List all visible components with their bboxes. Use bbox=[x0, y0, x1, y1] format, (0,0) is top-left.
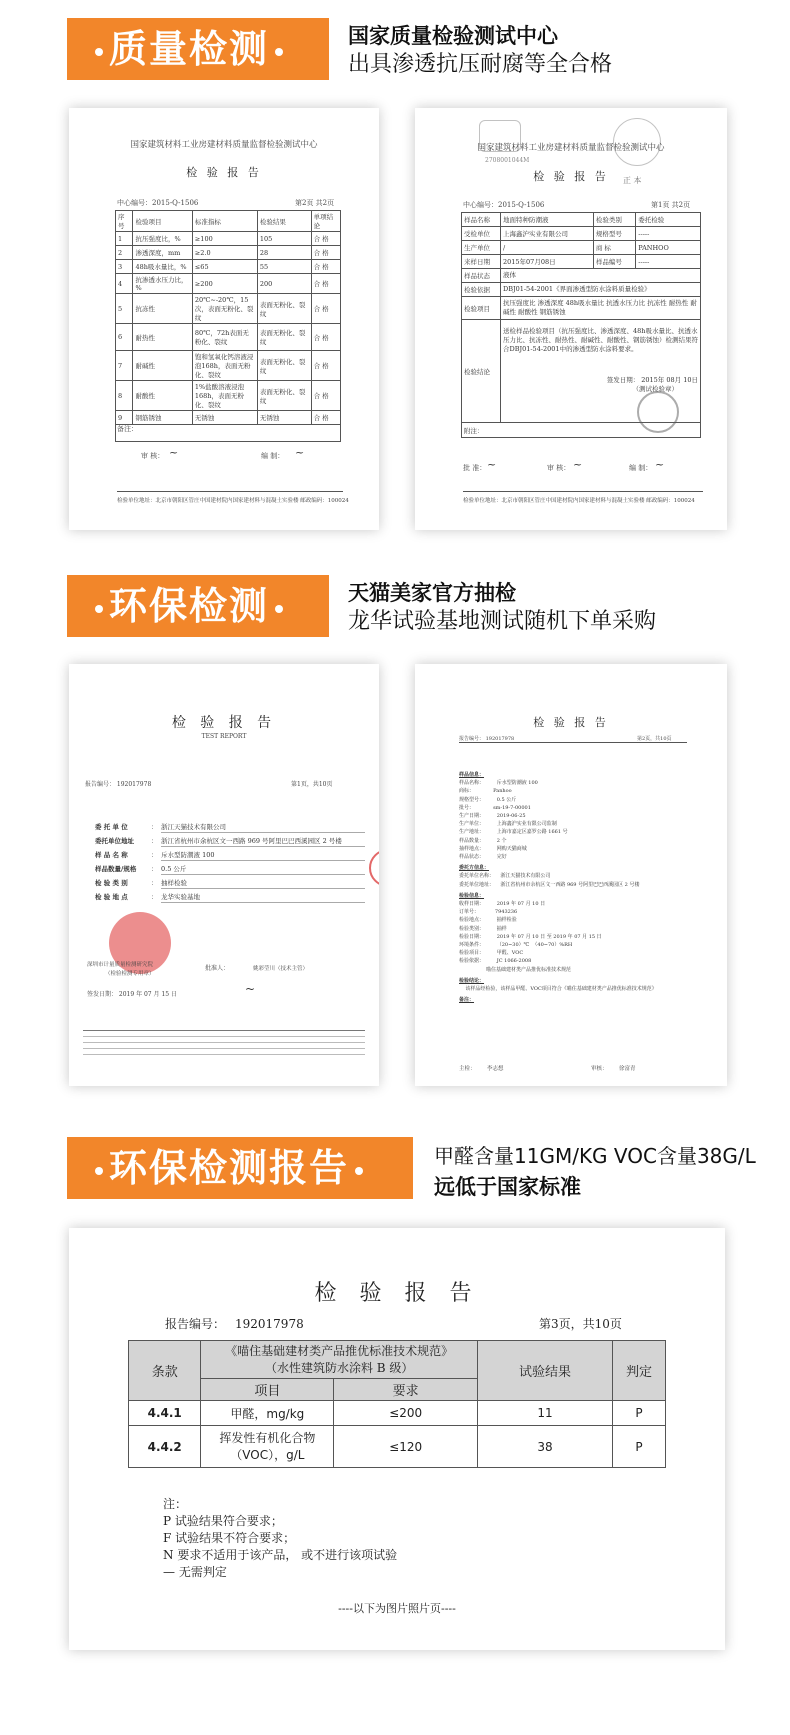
table-cell: 抗压强度比，% bbox=[133, 232, 192, 246]
note-line: F 试验结果不符合要求； bbox=[163, 1531, 296, 1545]
table-cell: ≥100 bbox=[192, 232, 257, 246]
judge-header: 判定 bbox=[613, 1341, 666, 1401]
table-cell: 上海鑫沪实业有限公司 bbox=[501, 227, 594, 241]
item-header: 项目 bbox=[201, 1379, 334, 1401]
table-cell: ≤65 bbox=[192, 260, 257, 274]
report-subtitle: TEST REPORT bbox=[201, 733, 247, 740]
dot-icon bbox=[355, 1167, 363, 1175]
table-cell: 附注： bbox=[462, 423, 701, 438]
dot-icon bbox=[95, 605, 103, 613]
field-row bbox=[95, 864, 365, 875]
table-cell: 8 bbox=[116, 381, 133, 411]
detail-line: 规格型号： 0.5 公斤 bbox=[459, 796, 517, 803]
table-row bbox=[116, 274, 341, 294]
section-report-header bbox=[0, 1137, 790, 1207]
requirement-header: 要求 bbox=[334, 1379, 478, 1401]
table-row bbox=[116, 246, 341, 260]
field-label: 样品数量/规格 bbox=[95, 865, 137, 873]
section-caption bbox=[434, 1141, 756, 1203]
field-value: 斥水型防潮液 100 bbox=[161, 850, 365, 861]
field-colon: ： bbox=[151, 837, 158, 845]
report-number: 192017978 bbox=[235, 1317, 304, 1331]
seal-label: （测试检验章） bbox=[632, 385, 678, 393]
field-row bbox=[95, 878, 365, 889]
divider bbox=[117, 491, 343, 492]
review-label: 审 核： bbox=[141, 452, 165, 460]
report-title: 检 验 报 告 bbox=[533, 716, 609, 729]
certificate-code: 2708001044M bbox=[485, 157, 530, 164]
table-cell: 商 标 bbox=[593, 241, 635, 255]
divider bbox=[459, 742, 687, 743]
detail-line: 委托方信息： bbox=[459, 865, 490, 872]
result-table bbox=[115, 210, 341, 442]
center-number: 中心编号：2015-Q-1506 bbox=[463, 201, 545, 209]
table-row bbox=[462, 283, 701, 297]
field-label: 检 验 类 别 bbox=[95, 879, 128, 887]
table-cell: 28 bbox=[257, 246, 311, 260]
clause-cell: 4.4.2 bbox=[129, 1426, 201, 1468]
detail-line: 样品信息： bbox=[459, 772, 485, 778]
badge-label: 环保检测 bbox=[109, 584, 270, 628]
remark-row bbox=[116, 425, 341, 442]
field-label: 委 托 单 位 bbox=[95, 823, 128, 831]
note-line: P 试验结果符合要求； bbox=[163, 1514, 283, 1528]
environment-report-page-2 bbox=[415, 664, 727, 1086]
detail-line: 检验地点： 抽样检验 bbox=[459, 917, 517, 924]
table-cell: 耐碱性 bbox=[133, 351, 192, 381]
table-cell: 无锈蚀 bbox=[192, 411, 257, 425]
approve-label: 批 准： bbox=[463, 464, 487, 472]
page-number: 第3页，共10页 bbox=[539, 1317, 622, 1331]
field-value: 0.5 公斤 bbox=[161, 864, 365, 875]
report-org: 国家建筑材料工业房建材料质量监督检验测试中心 bbox=[477, 143, 665, 153]
table-cell: 合 格 bbox=[311, 381, 340, 411]
table-cell: 钢筋锈蚀 bbox=[133, 411, 192, 425]
voc-test-report-page-3 bbox=[69, 1228, 725, 1650]
table-row bbox=[116, 260, 341, 274]
report-number-label: 报告编号： bbox=[165, 1317, 226, 1331]
table-cell: 5 bbox=[116, 294, 133, 324]
table-row bbox=[116, 294, 341, 324]
table-cell: 单项结论 bbox=[311, 211, 340, 232]
detail-line: 检验信息： bbox=[459, 892, 485, 899]
dot-icon bbox=[95, 1167, 103, 1175]
table-cell: 抗冻性 bbox=[133, 294, 192, 324]
detail-line: 样品状态： 完好 bbox=[459, 854, 507, 861]
report-number: 报告编号： 192017978 bbox=[85, 781, 152, 788]
table-cell: 合 格 bbox=[311, 274, 340, 294]
table-cell: 4 bbox=[116, 274, 133, 294]
detail-line: 委托单位地址： 浙江省杭州市余杭区文一西路 969 号阿里巴巴西溪园区 2 号楼 bbox=[459, 881, 640, 888]
remark-cell bbox=[116, 425, 341, 442]
field-row bbox=[95, 822, 365, 833]
contact-footer bbox=[83, 1036, 365, 1060]
section-caption bbox=[348, 579, 656, 637]
table-cell: 200 bbox=[257, 274, 311, 294]
section-caption bbox=[348, 22, 612, 80]
result-cell: 11 bbox=[477, 1401, 612, 1426]
detail-line: 环境条件： （20~30）℃ （40~70）%RH bbox=[459, 942, 573, 949]
approve-signature: ~ bbox=[487, 458, 497, 471]
report-title: 检 验 报 告 bbox=[186, 166, 262, 179]
approver-label: 批准人： bbox=[205, 965, 230, 972]
table-cell: 合 格 bbox=[311, 232, 340, 246]
table-cell: 抗渗透水压力比，% bbox=[133, 274, 192, 294]
table-cell: 无锈蚀 bbox=[257, 411, 311, 425]
item-cell: 甲醛，mg/kg bbox=[201, 1401, 334, 1426]
detail-line: 收样日期： 2019 年 07 月 10 日 bbox=[459, 901, 546, 908]
table-cell: 生产单位 bbox=[462, 241, 501, 255]
continuation-note: ----以下为图片照片页---- bbox=[338, 1602, 456, 1615]
section-quality-header bbox=[0, 18, 790, 88]
review-signature: ~ bbox=[573, 458, 583, 471]
field-value: 龙华实验基地 bbox=[161, 892, 365, 903]
field-row bbox=[95, 836, 365, 847]
quality-report-page-1 bbox=[415, 108, 727, 530]
table-cell: 受检单位 bbox=[462, 227, 501, 241]
table-cell: 1 bbox=[116, 232, 133, 246]
report-title: 检 验 报 告 bbox=[314, 1281, 480, 1306]
sample-details bbox=[459, 768, 699, 1004]
table-cell: 合 格 bbox=[311, 324, 340, 351]
compile-label: 编 制： bbox=[261, 452, 285, 460]
caption-line-1: 国家质量检验测试中心 bbox=[348, 24, 558, 48]
table-cell: 样品名称 bbox=[462, 213, 501, 227]
table-cell: 地面特种防潮液 bbox=[501, 213, 594, 227]
table-cell: 7 bbox=[116, 351, 133, 381]
table-cell: 饱和氢氧化钙溶液浸泡168h，表面无粉化、裂纹 bbox=[192, 351, 257, 381]
table-cell: 规格型号 bbox=[593, 227, 635, 241]
environment-report-cover bbox=[69, 664, 379, 1086]
table-cell: DBJ01-54-2001《界面渗透型防水涂料质量检验》 bbox=[501, 283, 701, 297]
table-cell: 检验项目 bbox=[133, 211, 192, 232]
clause-header: 条款 bbox=[129, 1341, 201, 1401]
table-cell: 样品编号 bbox=[593, 255, 635, 269]
table-cell: 3 bbox=[116, 260, 133, 274]
table-cell: 9 bbox=[116, 411, 133, 425]
table-row bbox=[116, 411, 341, 425]
issue-date: 签发日期： 2019 年 07 月 15 日 bbox=[87, 991, 177, 998]
table-row bbox=[116, 351, 341, 381]
field-colon: ： bbox=[151, 865, 158, 873]
table-cell: ----- bbox=[636, 255, 701, 269]
table-row bbox=[116, 232, 341, 246]
table-cell: 105 bbox=[257, 232, 311, 246]
table-row bbox=[462, 297, 701, 320]
table-cell: 合 格 bbox=[311, 351, 340, 381]
table-row bbox=[462, 241, 701, 255]
table-cell: 检验结论 bbox=[462, 320, 501, 423]
section-environment-header bbox=[0, 575, 790, 645]
table-row bbox=[129, 1401, 666, 1426]
table-cell: ≥2.0 bbox=[192, 246, 257, 260]
field-colon: ： bbox=[151, 851, 158, 859]
badge-label: 环保检测报告 bbox=[109, 1146, 350, 1190]
detail-line: 该样品经检验，该样品甲醛、VOC项目符合《喵住基础建材类产品推优标准技术规范》 bbox=[459, 986, 657, 993]
sign-date: 签发日期： 2015年 08月 10日 bbox=[606, 376, 698, 384]
table-cell: 表面无粉化、裂纹 bbox=[257, 294, 311, 324]
page-number: 第2页 共2页 bbox=[295, 199, 335, 207]
table-cell: 序号 bbox=[116, 211, 133, 232]
table-header-row bbox=[116, 211, 341, 232]
page-number: 第1页 共2页 bbox=[651, 201, 691, 209]
field-value: 浙江省杭州市余杭区文一西路 969 号阿里巴巴西溪园区 2 号楼 bbox=[161, 836, 365, 847]
note-line: N 要求不适用于该产品， 或不进行该项试验 bbox=[163, 1548, 398, 1562]
detail-line: 委托单位名称： 浙江天猫技术有限公司 bbox=[459, 873, 551, 880]
inspection-seal bbox=[637, 391, 679, 433]
field-row bbox=[95, 892, 365, 903]
standard-name: 《喵住基础建材类产品推优标准技术规范》 bbox=[225, 1343, 454, 1358]
report-title: 检 验 报 告 bbox=[171, 715, 277, 731]
table-cell: 表面无粉化、裂纹 bbox=[257, 324, 311, 351]
table-cell: ----- bbox=[636, 227, 701, 241]
note-line: — 无需判定 bbox=[163, 1565, 227, 1579]
requirement-cell: ≤200 bbox=[334, 1401, 478, 1426]
legend-notes bbox=[163, 1496, 397, 1581]
original-copy-mark: 正 本 bbox=[623, 176, 642, 185]
detail-line: 样品数量： 2 个 bbox=[459, 837, 507, 844]
dot-icon bbox=[95, 48, 103, 56]
table-cell: 合 格 bbox=[311, 294, 340, 324]
field-colon: ： bbox=[151, 823, 158, 831]
review-name: 徐富青 bbox=[619, 1066, 636, 1072]
report-number: 报告编号： 192017978 bbox=[459, 736, 515, 742]
field-value: 浙江天猫技术有限公司 bbox=[161, 822, 365, 833]
table-cell: 1%盐酸溶液浸泡168h，表面无粉化、裂纹 bbox=[192, 381, 257, 411]
detail-line: 喵住基础建材类产品推优标准技术规范 bbox=[459, 966, 572, 973]
compile-label: 编 制： bbox=[629, 464, 653, 472]
standard-header bbox=[201, 1341, 478, 1379]
table-cell: 表面无粉化、裂纹 bbox=[257, 351, 311, 381]
table-cell: PANHOO bbox=[636, 241, 701, 255]
requirement-cell: ≤120 bbox=[334, 1426, 478, 1468]
table-row bbox=[462, 213, 701, 227]
table-row bbox=[116, 324, 341, 351]
quality-report-page-2 bbox=[69, 108, 379, 530]
field-label: 委托单位地址 bbox=[95, 837, 134, 845]
table-cell: 抗压强度比 渗透深度 48h吸水量比 抗透水压力比 抗冻性 耐热性 耐碱性 耐酸性 钢筋锈蚀 bbox=[501, 297, 701, 320]
page-number: 第1页，共10页 bbox=[291, 781, 333, 788]
field-value: 抽样检验 bbox=[161, 878, 365, 889]
detail-line: 检验依据： JC 1066-2008 bbox=[459, 958, 532, 965]
detail-line: 备注： bbox=[459, 997, 475, 1004]
client-fields bbox=[95, 822, 365, 906]
field-label: 检 验 地 点 bbox=[95, 893, 128, 901]
dot-icon bbox=[275, 605, 283, 613]
note-line: 注： bbox=[163, 1497, 188, 1511]
table-cell: 液体 bbox=[501, 269, 701, 283]
table-cell: 检验结果 bbox=[257, 211, 311, 232]
detail-line: 抽样地点： 网购天猫商城 bbox=[459, 845, 527, 852]
field-row bbox=[95, 850, 365, 861]
report-org: 国家建筑材料工业房建材料质量监督检验测试中心 bbox=[130, 140, 318, 150]
section-badge bbox=[67, 18, 329, 80]
table-row bbox=[462, 227, 701, 241]
detail-line: 生产单位： 上海鑫沪实业有限公司监制 bbox=[459, 821, 557, 828]
caption-line-2: 出具渗透抗压耐腐等全合格 bbox=[348, 52, 613, 77]
table-cell: 80℃，72h表面无粉化、裂纹 bbox=[192, 324, 257, 351]
field-colon: ： bbox=[151, 893, 158, 901]
address-footer: 检验单位地址：北京市朝阳区管庄中国建材院内国家建材料与混凝土实验楼 邮政编码：100024 bbox=[463, 498, 695, 504]
conclusion-text: 送检样品检验项目（抗压强度比、渗透深度、48h吸水量比、抗透水压力比、抗冻性、耐热性、耐碱性、耐酸性、钢筋锈蚀）检测结果符合DBJ01-54-2001中的渗透型防水涂料要求。 bbox=[503, 327, 698, 353]
table-cell: / bbox=[501, 241, 594, 255]
institute-name: 深圳市计量质量检测研究院 bbox=[87, 962, 154, 968]
table-cell: 委托检验 bbox=[636, 213, 701, 227]
address-footer: 检验单位地址：北京市朝阳区管庄中国建材院内国家建材料与混凝土实验楼 邮政编码：100024 bbox=[117, 498, 349, 504]
review-label: 审核： bbox=[591, 1066, 608, 1072]
table-cell: 耐酸性 bbox=[133, 381, 192, 411]
edge-seal bbox=[369, 849, 379, 887]
table-cell: 55 bbox=[257, 260, 311, 274]
table-cell: 2 bbox=[116, 246, 133, 260]
table-cell: 48h吸水量比，% bbox=[133, 260, 192, 274]
table-cell: 20℃~-20℃，15次，表面无粉化、裂纹 bbox=[192, 294, 257, 324]
caption-line-2: 远低于国家标准 bbox=[434, 1175, 581, 1199]
table-row bbox=[462, 269, 701, 283]
section-badge bbox=[67, 575, 329, 637]
divider bbox=[463, 491, 703, 492]
table-cell: 合 格 bbox=[311, 246, 340, 260]
report-title: 检 验 报 告 bbox=[533, 170, 609, 183]
detail-line: 检验类别： 抽样 bbox=[459, 925, 507, 932]
judge-cell: P bbox=[613, 1426, 666, 1468]
judge-cell: P bbox=[613, 1401, 666, 1426]
page-number: 第2页，共10页 bbox=[637, 736, 672, 742]
table-cell: 耐热性 bbox=[133, 324, 192, 351]
detail-line: 检验日期： 2019 年 07 月 10 日 至 2019 年 07 月 15 日 bbox=[459, 933, 602, 940]
standard-grade: （水性建筑防水涂料 B 级） bbox=[264, 1360, 414, 1375]
detail-line: 检验结论： bbox=[459, 977, 485, 984]
table-cell: 检验依据 bbox=[462, 283, 501, 297]
table-row bbox=[129, 1426, 666, 1468]
review-signature: ~ bbox=[169, 446, 179, 459]
approver-signature: ~ bbox=[245, 982, 256, 996]
compile-signature: ~ bbox=[295, 446, 305, 459]
divider bbox=[83, 1030, 365, 1031]
caption-line-1: 天猫美家官方抽检 bbox=[348, 581, 516, 605]
center-number: 中心编号：2015-Q-1506 bbox=[117, 199, 199, 207]
table-cell: 2015年07月08日 bbox=[501, 255, 594, 269]
item-cell: 挥发性有机化合物（VOC），g/L bbox=[201, 1426, 334, 1468]
detail-line: 检验项目： 甲醛、VOC bbox=[459, 950, 524, 957]
table-row bbox=[462, 255, 701, 269]
table-cell: 合 格 bbox=[311, 411, 340, 425]
review-label: 审 核： bbox=[547, 464, 571, 472]
lead-label: 主检： bbox=[459, 1066, 476, 1072]
result-cell: 38 bbox=[477, 1426, 612, 1468]
clause-cell: 4.4.1 bbox=[129, 1401, 201, 1426]
detail-line: 样品名称： 斥水型防潮液 100 bbox=[459, 780, 538, 787]
table-cell: 检验项目 bbox=[462, 297, 501, 320]
lead-name: 李志想 bbox=[487, 1066, 504, 1072]
detail-line: 商标： Panhoo bbox=[459, 788, 512, 795]
table-cell: 渗透深度，mm bbox=[133, 246, 192, 260]
detail-line: 订单号： 7943236 bbox=[459, 909, 518, 916]
detail-line: 批号： sm-19-7-00001 bbox=[459, 804, 531, 811]
badge-label: 质量检测 bbox=[109, 27, 270, 71]
table-cell: 6 bbox=[116, 324, 133, 351]
caption-line-1: 甲醛含量11GM/KG VOC含量38G/L bbox=[434, 1144, 756, 1168]
table-cell: ≥200 bbox=[192, 274, 257, 294]
caption-line-2: 龙华试验基地测试随机下单采购 bbox=[348, 609, 657, 634]
detail-line: 生产地址： 上海市嘉定区嘉罗公路 1661 号 bbox=[459, 829, 568, 836]
table-row bbox=[116, 381, 341, 411]
table-cell: 来样日期 bbox=[462, 255, 501, 269]
compile-signature: ~ bbox=[655, 458, 665, 471]
dot-icon bbox=[275, 48, 283, 56]
detail-line: 生产日期： 2019-06-25 bbox=[459, 813, 526, 820]
institute-seal-label: （检验检测专用章） bbox=[105, 971, 155, 977]
remark-label: 备注： bbox=[117, 425, 138, 433]
section-badge bbox=[67, 1137, 413, 1199]
approver-name: 姚彩莹川（技术主管） bbox=[253, 966, 309, 972]
table-cell: 样品状态 bbox=[462, 269, 501, 283]
table-cell: 表面无粉化、裂纹 bbox=[257, 381, 311, 411]
table-cell: 标准指标 bbox=[192, 211, 257, 232]
table-cell: 检验类别 bbox=[593, 213, 635, 227]
voc-result-table bbox=[128, 1340, 666, 1468]
field-colon: ： bbox=[151, 879, 158, 887]
table-cell: 合 格 bbox=[311, 260, 340, 274]
result-header: 试验结果 bbox=[477, 1341, 612, 1401]
field-label: 样 品 名 称 bbox=[95, 851, 128, 859]
